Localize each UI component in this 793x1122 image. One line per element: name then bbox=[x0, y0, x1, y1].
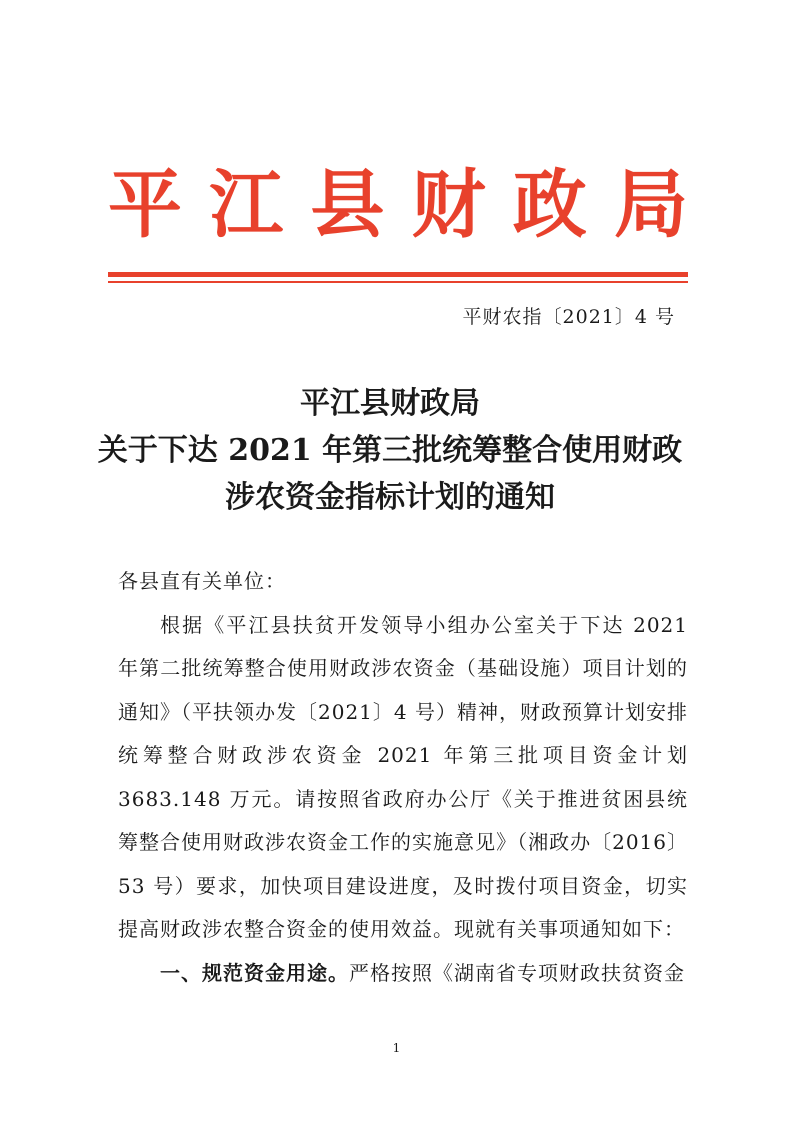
page-number: 1 bbox=[392, 1041, 401, 1055]
notice-title-line: 涉农资金指标计划的通知 bbox=[225, 480, 555, 515]
letterhead-divider-thin bbox=[108, 281, 688, 283]
notice-title bbox=[90, 380, 690, 521]
letterhead-char: 县 bbox=[310, 162, 385, 248]
salutation: 各县直有关单位： bbox=[118, 569, 286, 593]
section-paragraph bbox=[118, 952, 688, 996]
notice-body bbox=[118, 560, 688, 995]
letterhead bbox=[0, 160, 793, 260]
section-text: 严格按照《湖南省专项财政扶贫资金 bbox=[349, 960, 685, 985]
notice-title-line: 平江县财政局 bbox=[300, 386, 480, 421]
document-number: 平财农指〔2021〕4 号 bbox=[462, 306, 675, 328]
letterhead-char: 政 bbox=[512, 162, 587, 248]
letterhead-divider-thick bbox=[108, 272, 688, 277]
letterhead-char: 江 bbox=[209, 162, 284, 248]
section-heading: 一、规范资金用途。 bbox=[160, 960, 349, 985]
notice-title-line: 关于下达 2021 年第三批统筹整合使用财政 bbox=[97, 433, 683, 468]
letterhead-char: 财 bbox=[411, 162, 486, 248]
letterhead-org-name bbox=[108, 160, 688, 250]
letterhead-char: 平 bbox=[108, 162, 182, 248]
body-paragraph: 根据《平江县扶贫开发领导小组办公室关于下达 2021 年第二批统筹整合使用财政涉农资金（基础设施）项目计划的通知》（平扶领办发〔2021〕4 号）精神，财政预算计划安排统筹整合财政涉农资金 2021 年第三批项目资金计划 3683.148 万元。请按照省政府办公厅《关于推进贫困县统筹整合使用财政涉农资金工作的实施意见》（湘政办〔2016〕53 号）要求，加快项目建设进度，及时拨付项目资金，切实提高财政涉农整合资金的使用效益。现就有关事项通知如下： bbox=[118, 612, 688, 941]
letterhead-char: 局 bbox=[613, 162, 688, 248]
